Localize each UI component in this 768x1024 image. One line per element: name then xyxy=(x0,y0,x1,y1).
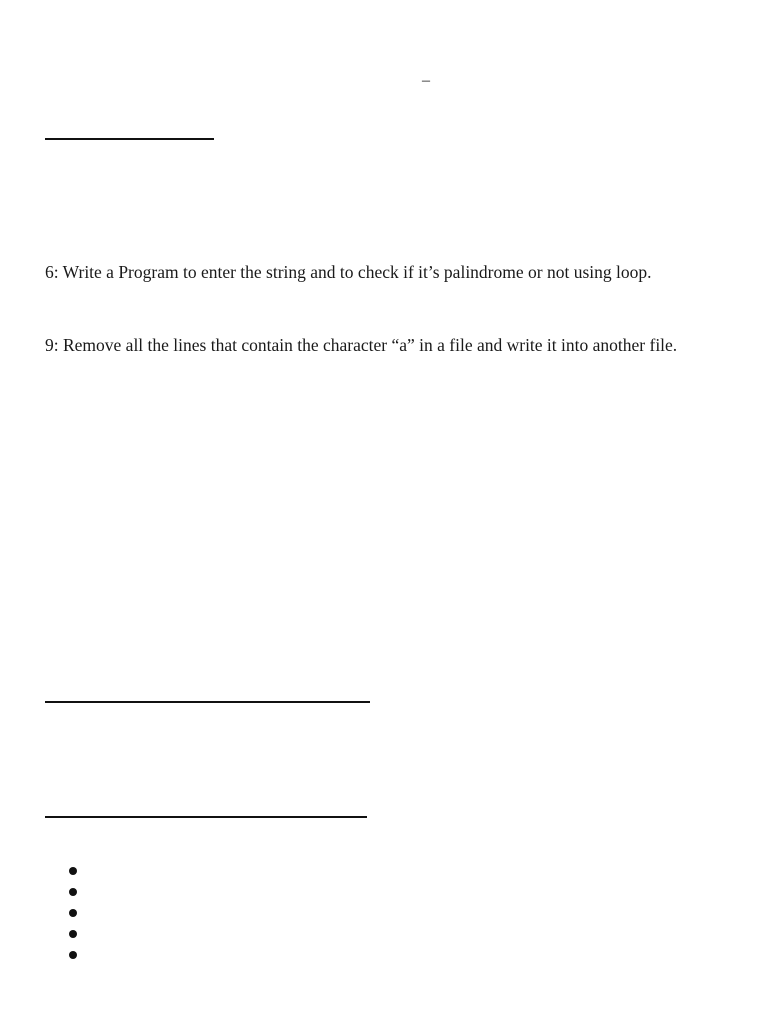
bullet-icon xyxy=(69,909,77,917)
heading-underline-3 xyxy=(45,816,367,818)
list-item xyxy=(67,885,79,906)
list-item xyxy=(67,927,79,948)
bullet-icon xyxy=(69,888,77,896)
bullet-list xyxy=(67,864,79,969)
bullet-icon xyxy=(69,951,77,959)
list-item xyxy=(67,864,79,885)
list-item xyxy=(67,906,79,927)
heading-underline-1 xyxy=(45,138,214,140)
heading-underline-2 xyxy=(45,701,370,703)
bullet-icon xyxy=(69,930,77,938)
list-item xyxy=(67,948,79,969)
header-dash: – xyxy=(422,72,430,89)
question-9: 9: Remove all the lines that contain the character “a” in a file and write it into another file. xyxy=(45,335,678,355)
question-6: 6: Write a Program to enter the string and to check if it’s palindrome or not using loop. xyxy=(45,262,652,282)
bullet-icon xyxy=(69,867,77,875)
